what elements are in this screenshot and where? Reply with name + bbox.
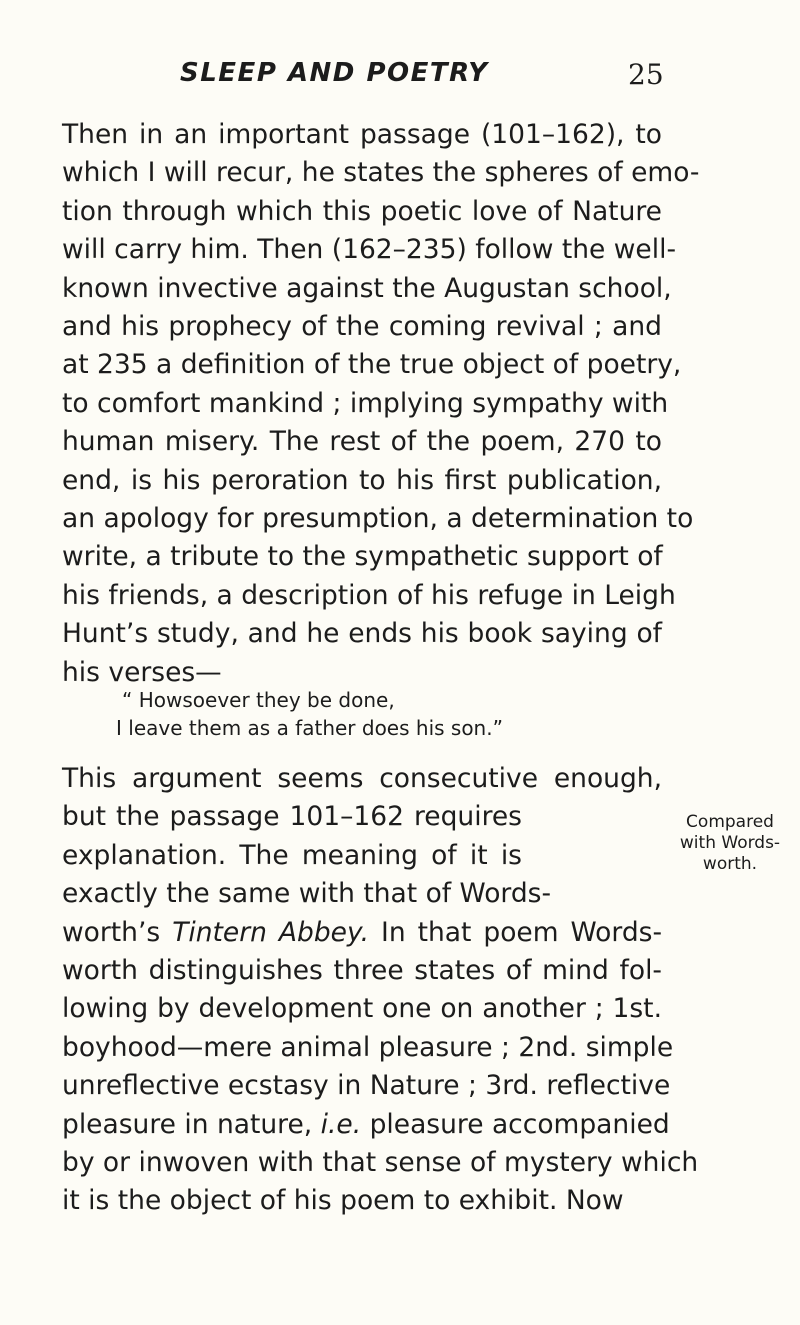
text-line: his friends, a description of his refuge in Leigh — [62, 579, 676, 611]
text-line: it is the object of his poem to exhibit. Now — [62, 1185, 624, 1217]
quote-line: I leave them as a father does his son.” — [116, 716, 503, 740]
block-quote — [62, 686, 662, 742]
text-line: known invective against the Augustan school, — [62, 272, 672, 304]
text-line: by or inwoven with that sense of mystery which — [62, 1147, 699, 1179]
text-line: Then in an important passage (101–162), to — [62, 119, 662, 150]
abbreviation: i.e. — [320, 1108, 362, 1140]
margin-note-line: with Words- — [679, 833, 781, 853]
text-line: but the passage 101–162 requires — [62, 801, 522, 833]
text-line: lowing by development one on another ; 1st. — [62, 993, 662, 1025]
text-line: worth distinguishes three states of mind fol- — [62, 955, 662, 987]
text-line: write, a tribute to the sympathetic support of — [62, 541, 663, 573]
text-line: to comfort mankind ; implying sympathy with — [62, 387, 669, 419]
text-line: end, is his peroration to his first publication, — [62, 464, 662, 496]
text-line: unreflective ecstasy in Nature ; 3rd. reflective — [62, 1070, 671, 1102]
margin-note — [660, 812, 800, 875]
page-header — [0, 58, 800, 98]
text-line: his verses— — [62, 656, 222, 688]
text-line — [62, 1106, 670, 1144]
text-run: pleasure accompanied — [361, 1108, 670, 1140]
text-line: human misery. The rest of the poem, 270 to — [62, 426, 662, 458]
margin-note-line: Compared — [686, 812, 774, 832]
text-line: an apology for presumption, a determination to — [62, 503, 694, 535]
text-line: exactly the same with that of Words- — [62, 878, 552, 910]
text-line: which I will recur, he states the spheres of emo- — [62, 157, 700, 189]
text-line: explanation. The meaning of it is — [62, 839, 522, 871]
text-run: In that poem Words- — [369, 916, 663, 948]
text-line: boyhood—mere animal pleasure ; 2nd. simple — [62, 1031, 674, 1063]
page-number: 25 — [628, 58, 664, 91]
margin-note-line: worth. — [702, 854, 758, 874]
text-line: Hunt’s study, and he ends his book saying of — [62, 618, 662, 650]
text-run: pleasure in nature, — [62, 1108, 321, 1140]
quote-line: “ Howsoever they be done, — [122, 688, 395, 712]
text-run: worth’s — [62, 916, 173, 948]
text-line — [62, 914, 662, 952]
paragraph-2 — [62, 760, 699, 1221]
text-line: will carry him. Then (162–235) follow the well- — [62, 234, 677, 266]
text-line: and his prophecy of the coming revival ; and — [62, 311, 662, 343]
running-title: SLEEP AND POETRY — [180, 58, 489, 88]
paragraph-1 — [62, 116, 700, 692]
text-line: tion through which this poetic love of Nature — [62, 195, 662, 227]
book-title: Tintern Abbey. — [172, 916, 370, 948]
text-line: at 235 a definition of the true object of poetry, — [62, 349, 682, 381]
text-line: This argument seems consecutive enough, — [62, 763, 662, 794]
